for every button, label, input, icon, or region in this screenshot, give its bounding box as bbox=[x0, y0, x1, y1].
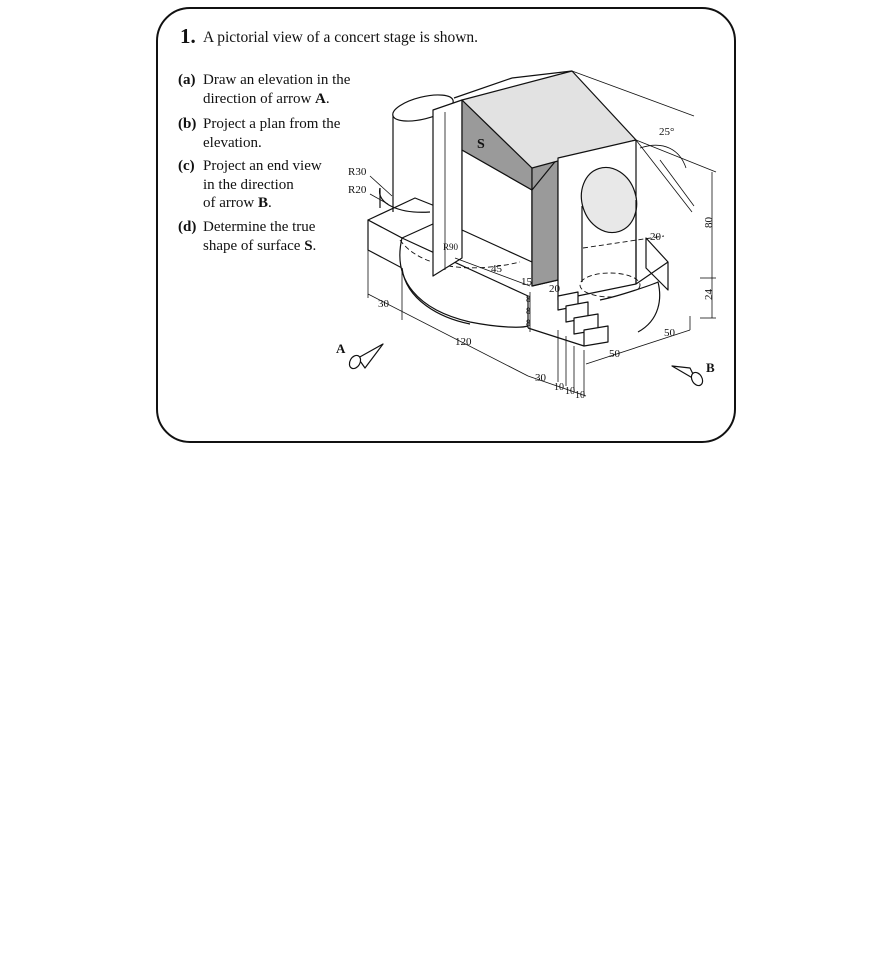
dim-10c: 10 bbox=[575, 390, 585, 401]
part-b-line-1: Project a plan from the bbox=[203, 116, 341, 132]
part-a-line-2: direction of arrow bbox=[203, 90, 316, 107]
part-d-line-1: Determine the true bbox=[203, 219, 316, 235]
dim-r30: R30 bbox=[348, 166, 367, 178]
part-c-arrow-ref: B bbox=[257, 195, 268, 211]
dim-h24: 24 bbox=[703, 289, 715, 300]
surface-s-label: S bbox=[477, 137, 485, 152]
part-c-line-3: of arrow bbox=[203, 195, 258, 211]
part-a-arrow-ref: A bbox=[315, 90, 326, 107]
arrow-a bbox=[347, 344, 383, 371]
dim-h80: 80 bbox=[703, 217, 715, 228]
dim-20-step: 20 bbox=[549, 283, 560, 295]
part-a-period: . bbox=[325, 90, 330, 107]
dim-50a: 50 bbox=[609, 348, 620, 360]
dim-8b: 8 bbox=[526, 306, 531, 316]
dim-r90: R90 bbox=[443, 242, 459, 252]
arrow-b-label: B bbox=[706, 360, 715, 375]
dim-30-bottom: 30 bbox=[535, 372, 546, 384]
part-d-line-2: shape of surface bbox=[203, 237, 305, 254]
dim-angle: 25° bbox=[659, 126, 675, 138]
dim-20-top: 20 bbox=[650, 231, 661, 243]
dim-45: 45 bbox=[491, 263, 502, 275]
dim-10b: 10 bbox=[565, 386, 575, 397]
dim-15: 15 bbox=[521, 276, 532, 288]
dim-120: 120 bbox=[455, 336, 472, 348]
part-b-line-2: elevation. bbox=[203, 134, 262, 151]
part-d-label: (d) bbox=[178, 219, 197, 235]
part-b-label: (b) bbox=[178, 116, 197, 132]
part-d-surface-ref: S bbox=[304, 237, 313, 254]
steps bbox=[528, 292, 608, 346]
arrow-a-label: A bbox=[336, 341, 346, 356]
part-c-line-1: Project an end view bbox=[203, 158, 322, 174]
part-d-period: . bbox=[312, 237, 317, 254]
dim-8c: 8 bbox=[526, 318, 531, 328]
part-c-label: (c) bbox=[178, 158, 195, 174]
dim-8a: 8 bbox=[526, 294, 531, 304]
part-a-label: (a) bbox=[178, 72, 196, 88]
part-a-line-1: Draw an elevation in the bbox=[203, 72, 351, 88]
arrow-b bbox=[672, 366, 705, 388]
dim-30-left: 30 bbox=[378, 298, 389, 310]
dim-50b: 50 bbox=[664, 327, 675, 339]
dim-r20: R20 bbox=[348, 184, 367, 196]
dim-10a: 10 bbox=[554, 382, 564, 393]
question-title: A pictorial view of a concert stage is shown. bbox=[203, 29, 479, 46]
part-c-line-2: in the direction bbox=[203, 176, 294, 193]
part-c-period: . bbox=[268, 195, 272, 211]
question-number: 1. bbox=[180, 24, 196, 48]
